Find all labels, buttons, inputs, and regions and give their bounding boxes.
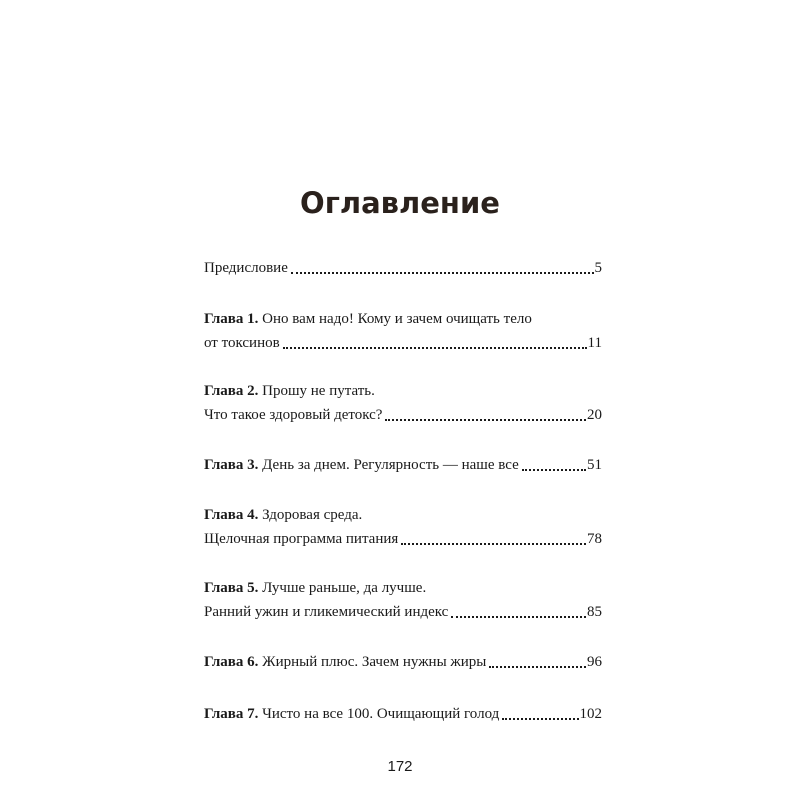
toc-entry-text: Что такое здоровый детокс?	[204, 407, 383, 423]
toc-entry-line	[204, 600, 602, 624]
toc-entry-preface	[204, 256, 602, 280]
chapter-label: Глава 7.	[204, 706, 259, 722]
toc-page-number: 102	[579, 706, 602, 722]
dot-leader	[451, 616, 586, 618]
toc-entry-line	[204, 453, 602, 477]
toc-entry-line	[204, 527, 602, 551]
toc-entry-line	[204, 576, 602, 600]
chapter-label: Глава 3.	[204, 457, 259, 473]
dot-leader	[522, 469, 586, 471]
toc-entry-text: Ранний ужин и гликемический индекс	[204, 604, 449, 620]
chapter-label: Глава 6.	[204, 654, 259, 670]
dot-leader	[385, 419, 586, 421]
chapter-label: Глава 1.	[204, 311, 259, 327]
toc-entry-text: Предисловие	[204, 260, 288, 276]
toc-entry-text: Лучше раньше, да лучше.	[262, 580, 427, 596]
toc-entry-line	[204, 650, 602, 674]
toc-page-number: 51	[587, 457, 602, 473]
toc-entry-text: Здоровая среда.	[262, 507, 363, 523]
page-number: 172	[387, 758, 413, 775]
toc-entry-line	[204, 403, 602, 427]
toc-entry-text: Жирный плюс. Зачем нужны жиры	[262, 654, 487, 670]
toc-entry-chapter-4	[204, 503, 602, 551]
toc-entry-text: День за днем. Регулярность — наше все	[262, 457, 519, 473]
toc-page-number: 78	[587, 531, 602, 547]
toc-entry-chapter-2	[204, 379, 602, 427]
chapter-label: Глава 5.	[204, 580, 259, 596]
chapter-label: Глава 4.	[204, 507, 259, 523]
toc-entry-line	[204, 307, 602, 331]
toc-page-number: 20	[587, 407, 602, 423]
toc-entry-line	[204, 331, 602, 355]
toc-entry-text: Щелочная программа питания	[204, 531, 399, 547]
toc-entry-chapter-7	[204, 702, 602, 726]
toc-entry-line	[204, 379, 602, 403]
toc-entry-line	[204, 503, 602, 527]
dot-leader	[401, 543, 586, 545]
toc-entry-line	[204, 256, 602, 280]
toc-entry-chapter-1	[204, 307, 602, 355]
toc-page-number: 11	[587, 335, 602, 351]
toc-entry-chapter-5	[204, 576, 602, 624]
toc-entry-text: Прошу не путать.	[262, 383, 375, 399]
toc-entry-text: от токсинов	[204, 335, 280, 351]
toc-entry-line	[204, 702, 602, 726]
chapter-label: Глава 2.	[204, 383, 259, 399]
dot-leader	[291, 272, 594, 274]
toc-entry-text: Оно вам надо! Кому и зачем очищать тело	[262, 311, 532, 327]
dot-leader	[502, 718, 578, 720]
dot-leader	[489, 666, 586, 668]
dot-leader	[283, 347, 587, 349]
toc-entry-chapter-3	[204, 453, 602, 477]
toc-page-number: 96	[587, 654, 602, 670]
page-title: Оглавление	[300, 186, 500, 220]
toc-entry-text: Чисто на все 100. Очищающий голод	[262, 706, 500, 722]
toc-page-number: 5	[594, 260, 602, 276]
toc-entry-chapter-6	[204, 650, 602, 674]
toc-page-number: 85	[587, 604, 602, 620]
